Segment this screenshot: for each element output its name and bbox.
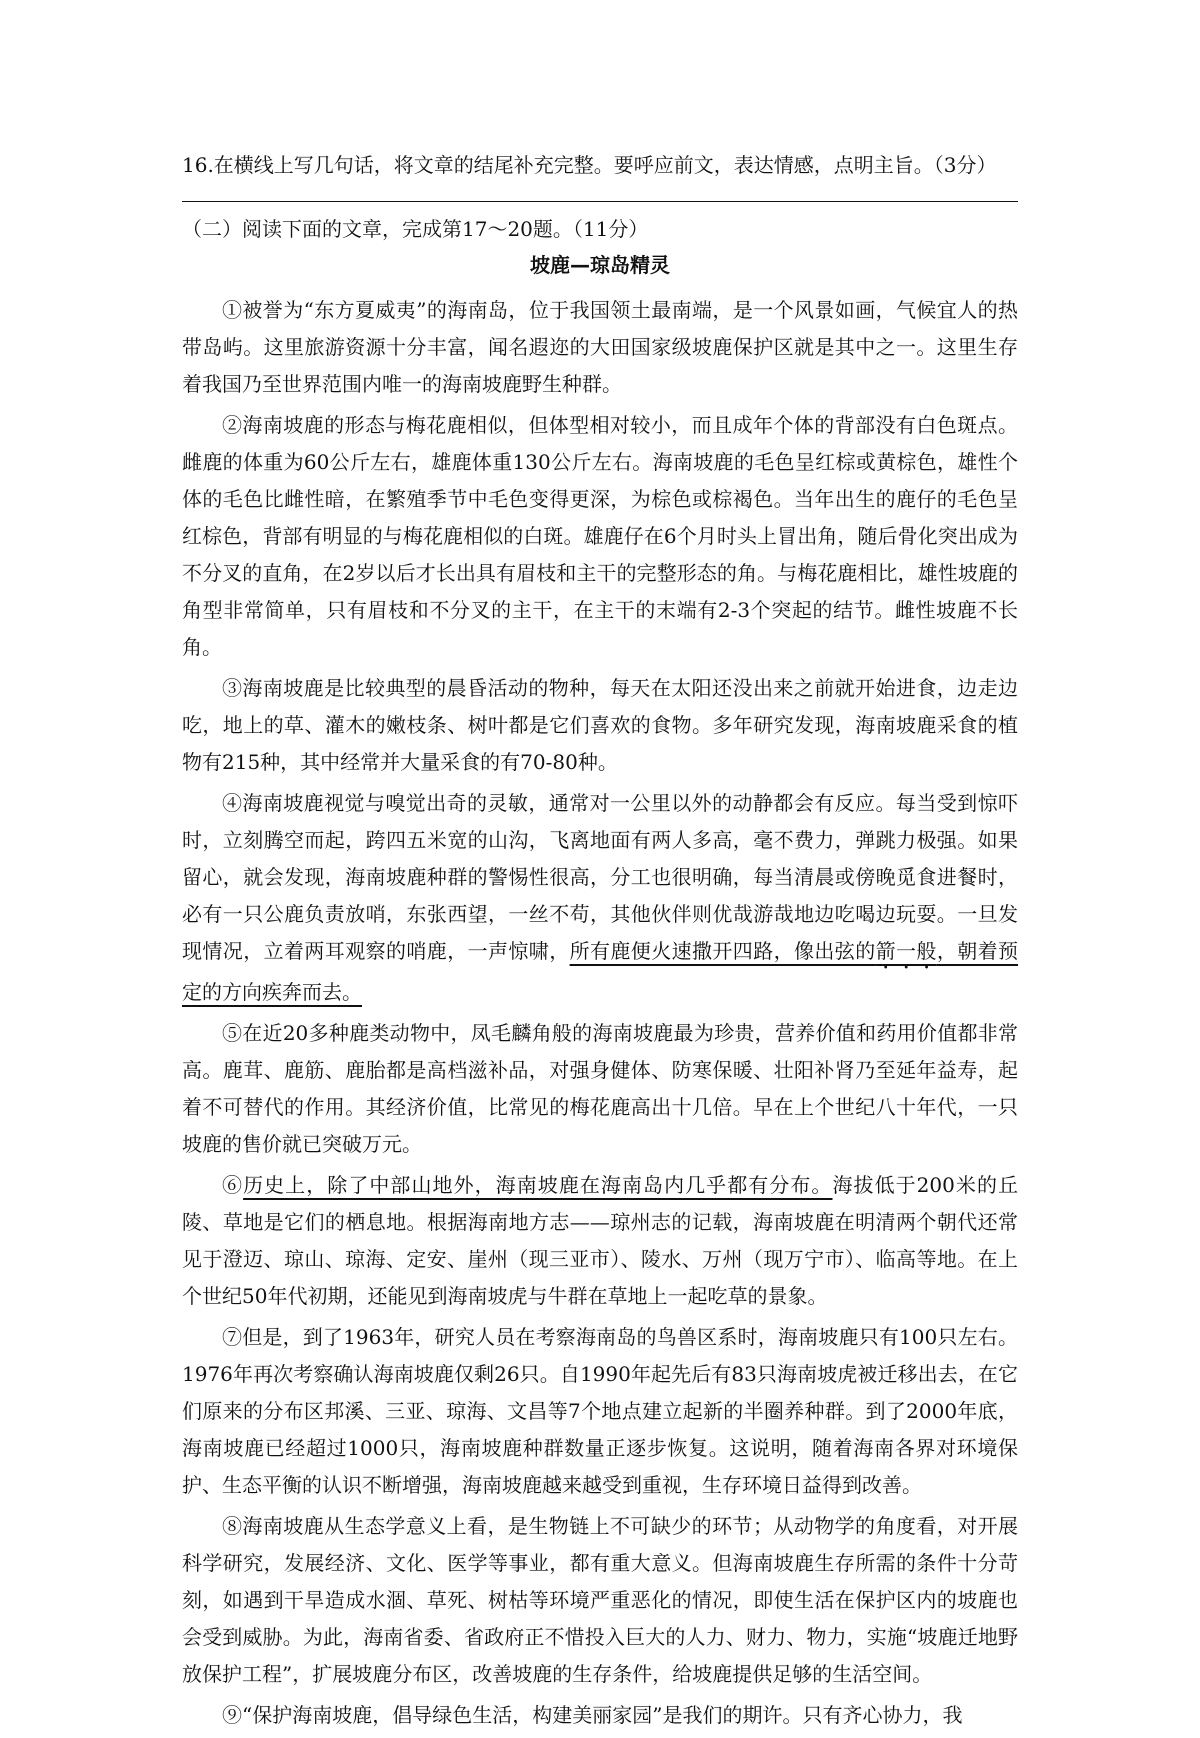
underlined-part-1: 所有鹿便火速撒开四路，像出弦的 [569,939,876,963]
article-title: 坡鹿—琼岛精灵 [530,253,670,277]
paragraph-4-text: ④海南坡鹿视觉与嗅觉出奇的灵敏，通常对一公里以外的动静都会有反应。每当受到惊吓时，立刻腾空而起，跨四五米宽的山沟，飞离地面有两人多高，毫不费力，弹跳力极强。如果留心，就会发现，海南坡鹿种群的警惕性很高，分工也很明确，每当清晨或傍晚觅食进餐时，必有一只公鹿负责放哨，东张西望，一丝不苟，其他伙伴则优哉游哉地边吃喝边玩耍。一旦发现情况，立着两耳观察的哨鹿，一声惊啸， [182,791,1018,963]
paragraph-6-text: 海拔低于200米的丘陵、草地是它们的栖息地。根据海南地方志——琼州志的记载，海南坡鹿在明清两个朝代还常见于澄迈、琼山、琼海、定安、崖州（现三亚市）、陵水、万州（现万宁市）、临高等地。在上个世纪50年代初期，还能见到海南坡虎与牛群在草地上一起吃草的景象。 [182,1173,1019,1308]
section-heading: （二）阅读下面的文章，完成第17～20题。（11分） [182,217,649,241]
paragraph-8: ⑧海南坡鹿从生态学意义上看，是生物链上不可缺少的环节；从动物学的角度看，对开展科学研究，发展经济、文化、医学等事业，都有重大意义。但海南坡鹿生存所需的条件十分苛刻，如遇到干旱造成水涸、草死、树枯等环境严重恶化的情况，即使生活在保护区内的坡鹿也会受到威胁。为此，海南省委、省政府正不惜投入巨大的人力、财力、物力，实施“坡鹿迁地野放保护工程”，扩展坡鹿分布区，改善坡鹿的生存条件，给坡鹿提供足够的生活空间。 [182,1514,1018,1686]
paragraph-6 [182,1167,1018,1315]
paragraph-4 [182,785,1018,1011]
paragraph-6-number: ⑥ [222,1173,244,1197]
paragraph-9: ⑨“保护海南坡鹿，倡导绿色生活，构建美丽家园”是我们的期许。只有齐心协力，我 [222,1703,963,1727]
paragraph-5: ⑤在近20多种鹿类动物中，凤毛麟角般的海南坡鹿最为珍贵，营养价值和药用价值都非常高。鹿茸、鹿筋、鹿胎都是高档滋补品，对强身健体、防寒保暖、壮阳补肾乃至延年益寿，起着不可替代的作用。其经济价值，比常见的梅花鹿高出十几倍。早在上个世纪八十年代，一只坡鹿的售价就已突破万元。 [182,1021,1018,1156]
paragraph-1: ①被誉为“东方夏威夷”的海南岛，位于我国领土最南端，是一个风景如画，气候宜人的热带岛屿。这里旅游资源十分丰富，闻名遐迩的大田国家级坡鹿保护区就是其中之一。这里生存着我国乃至世界范围内唯一的海南坡鹿野生种群。 [182,298,1018,396]
underlined-sentence-6: 历史上，除了中部山地外，海南坡鹿在海南岛内几乎都有分布。 [243,1173,833,1197]
paragraph-3: ③海南坡鹿是比较典型的晨昏活动的物种，每天在太阳还没出来之前就开始进食，边走边吃，地上的草、灌木的嫩枝条、树叶都是它们喜欢的食物。多年研究发现，海南坡鹿采食的植物有215种，其中经常并大量采食的有70-80种。 [182,676,1018,774]
paragraph-7: ⑦但是，到了1963年，研究人员在考察海南岛的鸟兽区系时，海南坡鹿只有100只左右。1976年再次考察确认海南坡鹿仅剩26只。自1990年起先后有83只海南坡虎被迁移出去，在它们原来的分布区邦溪、三亚、琼海、文昌等7个地点建立起新的半圈养种群。到了2000年底，海南坡鹿已经超过1000只，海南坡鹿种群数量正逐步恢复。这说明，随着海南各界对环境保护、生态平衡的认识不断增强，海南坡鹿越来越受到重视，生存环境日益得到改善。 [182,1325,1018,1497]
question-16: 16.在横线上写几句话，将文章的结尾补充完整。要呼应前文，表达情感，点明主旨。（3分） [182,153,997,177]
answer-blank-line[interactable] [182,201,1018,202]
underlined-part-2: ，朝着预定的方向疾奔而去。 [182,939,1019,1004]
dotted-phrase: 箭一般 [875,939,937,963]
article-body [182,292,1018,1738]
paragraph-2: ②海南坡鹿的形态与梅花鹿相似，但体型相对较小，而且成年个体的背部没有白色斑点。雌鹿的体重为60公斤左右，雄鹿体重130公斤左右。海南坡鹿的毛色呈红棕或黄棕色，雄性个体的毛色比雌性暗，在繁殖季节中毛色变得更深，为棕色或棕褐色。当年出生的鹿仔的毛色呈红棕色，背部有明显的与梅花鹿相似的白斑。雄鹿仔在6个月时头上冒出角，随后骨化突出成为不分叉的直角，在2岁以后才长出具有眉枝和主干的完整形态的角。与梅花鹿相比，雄性坡鹿的角型非常简单，只有眉枝和不分叉的主干，在主干的末端有2-3个突起的结节。雌性坡鹿不长角。 [182,413,1018,659]
